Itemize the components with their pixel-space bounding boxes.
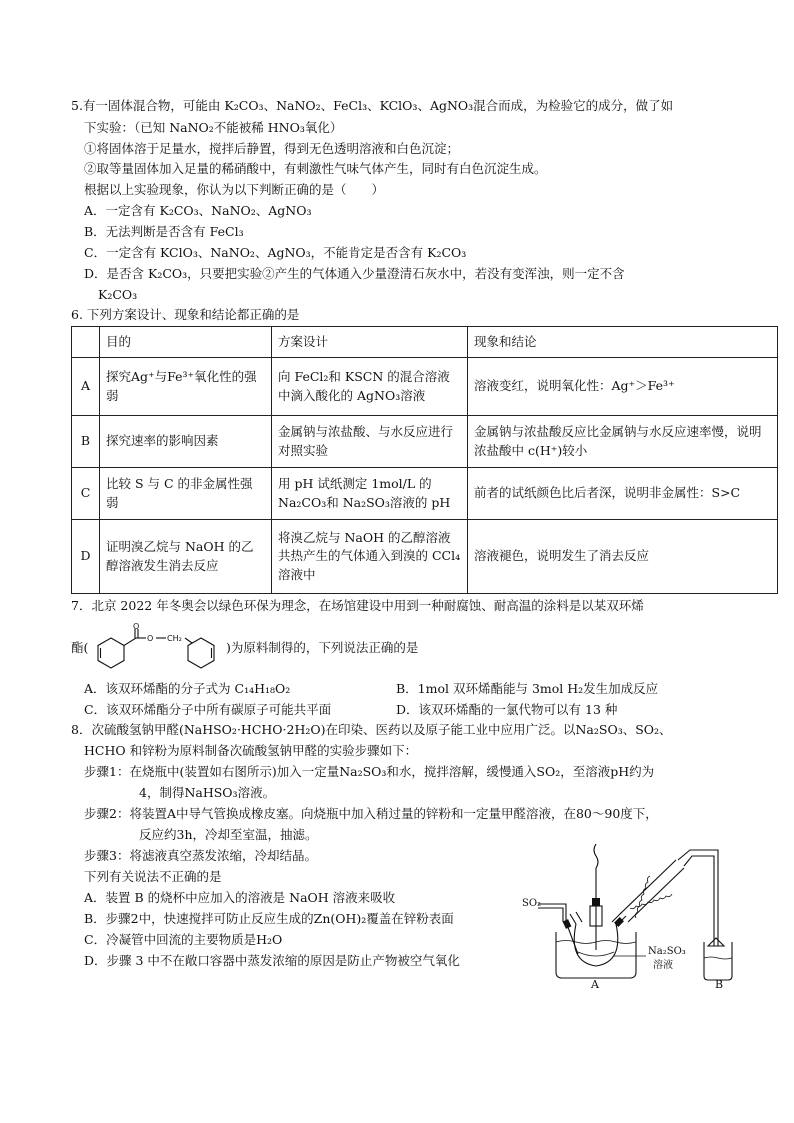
- q8-step2-line2: 反应约3h，冷却至室温，抽滤。: [139, 827, 318, 842]
- row-purpose: 探究速率的影响因素: [100, 416, 272, 468]
- table-row: [72, 520, 778, 594]
- q7-suffix: )为原料制得的，下列说法正确的是: [226, 640, 419, 655]
- table-row: [72, 358, 778, 416]
- carbonyl-oxygen-label: O: [133, 622, 140, 631]
- so2-inlet-tube: [538, 904, 578, 954]
- q6-stem: 6. 下列方案设计、现象和结论都正确的是: [71, 307, 300, 322]
- q5-option-c: C．一定含有 KClO₃、NaNO₂、AgNO₃，不能肯定是否含有 K₂CO₃: [84, 245, 467, 260]
- q7-stem-line1: 7．北京 2022 年冬奥会以绿色环保为理念，在场馆建设中用到一种耐腐蚀、耐高温的涂料是以某双环烯: [71, 598, 644, 613]
- row-label: D: [72, 520, 100, 594]
- q5-stem-line1: 5.有一固体混合物，可能由 K₂CO₃、NaNO₂、FeCl₃、KClO₃、AgNO₃混合而成，为检验它的成分，做了如: [71, 98, 674, 113]
- solution-label-line2: 溶液: [653, 960, 673, 971]
- condenser-coil: [630, 894, 672, 909]
- row-result: 金属钠与浓盐酸反应比金属钠与水反应速率慢，说明浓盐酸中 c(H⁺)较小: [468, 416, 778, 468]
- q5-experiment-1: ①将固体溶于足量水，搅拌后静置，得到无色透明溶液和白色沉淀；: [84, 141, 460, 156]
- ester-oxygen-label: O: [147, 634, 154, 643]
- table-header-row: [72, 327, 778, 358]
- table-header-cell: [72, 327, 100, 358]
- row-design: 将溴乙烷与 NaOH 的乙醇溶液共热产生的气体通入到溴的 CCl₄溶液中: [272, 520, 468, 594]
- table-row: [72, 468, 778, 520]
- q5-option-d-line2: K₂CO₃: [98, 287, 138, 302]
- row-purpose: 证明溴乙烷与 NaOH 的乙醇溶液发生消去反应: [100, 520, 272, 594]
- table-row: [72, 416, 778, 468]
- q5-stem-line2: 下实验：（已知 NaNO₂不能被稀 HNO₃氧化）: [84, 120, 343, 135]
- gas-outlet-tube: [678, 850, 718, 946]
- row-label: A: [72, 358, 100, 416]
- q6-table: [71, 326, 778, 594]
- q8-step2-line1: 步骤2：将装置A中导气管换成橡皮塞。向烧瓶中加入稍过量的锌粉和一定量甲醛溶液，在80～90度下，: [84, 806, 658, 821]
- row-purpose: 探究Ag⁺与Fe³⁺氧化性的强弱: [100, 358, 272, 416]
- dicyclic-ester-structure-diagram: [86, 622, 226, 674]
- q8-stem-line1: 8．次硫酸氢钠甲醛(NaHSO₂·HCHO·2H₂O)在印染、医药以及原子能工业中应用广泛。以Na₂SO₃、SO₂、: [71, 722, 672, 737]
- row-design: 金属钠与浓盐酸、与水反应进行对照实验: [272, 416, 468, 468]
- q8-step1-line1: 步骤1：在烧瓶中(装置如右图所示)加入一定量Na₂SO₃和水，搅拌溶解，缓慢通入SO₂，至溶液pH约为: [84, 764, 655, 779]
- row-result: 溶液变红，说明氧化性：Ag⁺＞Fe³⁺: [468, 358, 778, 416]
- so2-label: SO₂: [522, 898, 542, 909]
- q8-stem-line2: HCHO 和锌粉为原料制备次硫酸氢钠甲醛的实验步骤如下：: [84, 743, 418, 758]
- row-label: B: [72, 416, 100, 468]
- q7-option-c: C．该双环烯酯分子中所有碳原子可能共平面: [84, 702, 332, 717]
- q8-question: 下列有关说法不正确的是: [84, 869, 222, 884]
- q8-option-b: B．步骤2中，快速搅拌可防止反应生成的Zn(OH)₂覆盖在锌粉表面: [84, 911, 454, 926]
- q7-option-a: A．该双环烯酯的分子式为 C₁₄H₁₈O₂: [84, 681, 291, 696]
- q7-option-b: B．1mol 双环烯酯能与 3mol H₂发生加成反应: [396, 681, 659, 696]
- table-header-cell: 方案设计: [272, 327, 468, 358]
- q8-option-a: A．装置 B 的烧杯中应加入的溶液是 NaOH 溶液来吸收: [84, 890, 396, 905]
- table-header-cell: 现象和结论: [468, 327, 778, 358]
- table-header-cell: 目的: [100, 327, 272, 358]
- q5-question: 根据以上实验现象，你认为以下判断正确的是（ ）: [84, 182, 385, 197]
- q5-option-a: A．一定含有 K₂CO₃、NaNO₂、AgNO₃: [84, 203, 312, 218]
- q8-step1-line2: 4，制得NaHSO₃溶液。: [139, 785, 276, 800]
- q7-option-d: D．该双环烯酯的一氯代物可以有 13 种: [396, 702, 618, 717]
- beaker-b: [704, 942, 732, 980]
- row-purpose: 比较 S 与 C 的非金属性强弱: [100, 468, 272, 520]
- q5-experiment-2: ②取等量固体加入足量的稀硝酸中，有刺激性气味气体产生，同时有白色沉淀生成。: [84, 161, 547, 176]
- row-result: 溶液褪色，说明发生了消去反应: [468, 520, 778, 594]
- figure-label-b: B: [715, 978, 724, 991]
- left-ring: [98, 638, 124, 668]
- q8-option-c: C．冷凝管中回流的主要物质是H₂O: [84, 932, 283, 947]
- solution-label-line1: Na₂SO₃: [648, 946, 686, 957]
- q7-prefix: 酯(: [71, 640, 89, 655]
- q5-option-d-line1: D．是否含 K₂CO₃，只要把实验②产生的气体通入少量澄清石灰水中，若没有变浑浊，则一定不含: [84, 266, 625, 281]
- methylene-label: CH₂: [167, 634, 182, 643]
- figure-label-a: A: [591, 978, 599, 991]
- stirrer-icon: [594, 844, 598, 868]
- q5-option-b: B．无法判断是否含有 FeCl₃: [84, 224, 244, 239]
- row-label: C: [72, 468, 100, 520]
- q8-option-d: D．步骤 3 中不在敞口容器中蒸发浓缩的原因是防止产物被空气氧化: [84, 953, 460, 968]
- row-result: 前者的试纸颜色比后者深，说明非金属性：S>C: [468, 468, 778, 520]
- row-design: 向 FeCl₂和 KSCN 的混合溶液中滴入酸化的 AgNO₃溶液: [272, 358, 468, 416]
- q8-step3: 步骤3：将滤液真空蒸发浓缩，冷却结晶。: [84, 848, 317, 863]
- row-design: 用 pH 试纸测定 1mol/L 的 Na₂CO₃和 Na₂SO₃溶液的 pH: [272, 468, 468, 520]
- apparatus-diagram: [518, 842, 750, 992]
